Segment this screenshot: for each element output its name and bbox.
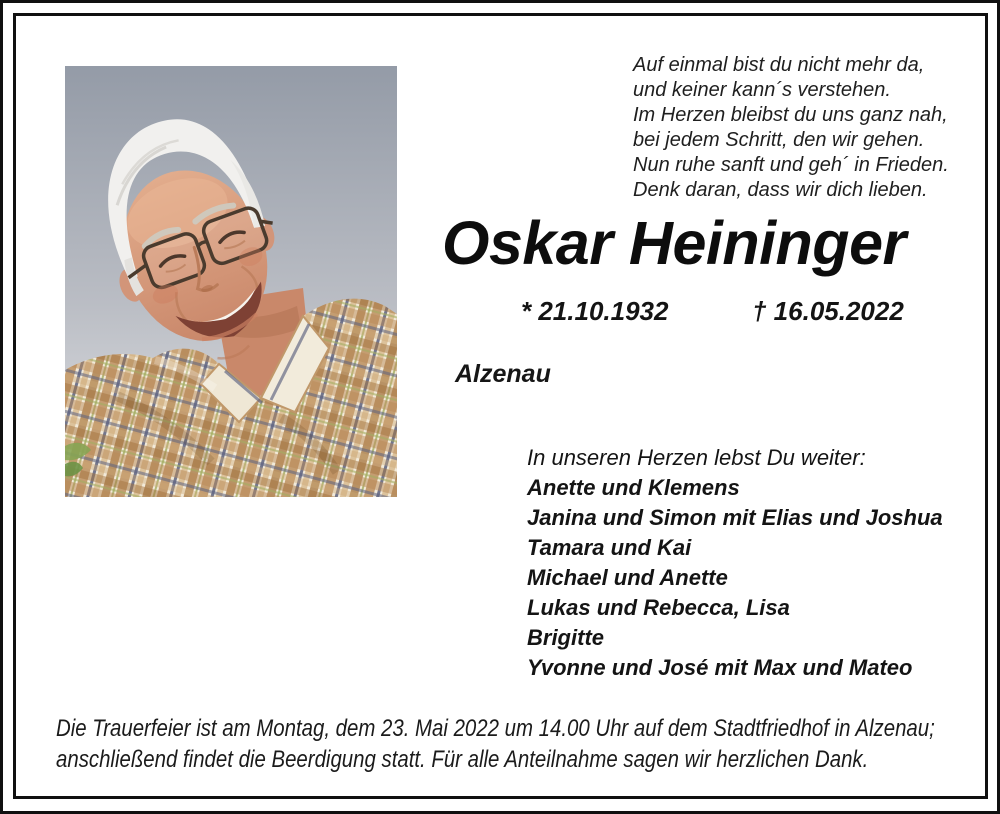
funeral-notice-line: Die Trauerfeier ist am Montag, dem 23. Mai 2022 um 14.00 Uhr auf dem Stadtfriedhof in Alzenau; [56,715,935,742]
poem-line: Auf einmal bist du nicht mehr da, [633,54,925,76]
family-member: Anette und Klemens [527,475,740,500]
deceased-name: Oskar Heininger [442,209,906,277]
portrait-photo [65,66,397,497]
family-member: Brigitte [527,625,604,650]
family-member: Michael und Anette [527,565,728,590]
funeral-notice [56,713,935,775]
family-member: Lukas und Rebecca, Lisa [527,595,790,620]
death-date: † 16.05.2022 [752,296,904,326]
poem-line: bei jedem Schritt, den wir gehen. [633,129,925,151]
family-intro: In unseren Herzen lebst Du weiter: [527,445,866,470]
mourning-location: Alzenau [455,360,551,388]
family-list [527,443,943,683]
memorial-poem [633,53,949,203]
poem-line: Nun ruhe sanft und geh´ in Frieden. [633,154,949,176]
birth-date: * 21.10.1932 [521,296,669,326]
family-member: Yvonne und José mit Max und Mateo [527,655,913,680]
family-member: Tamara und Kai [527,535,692,560]
family-member: Janina und Simon mit Elias und Joshua [527,505,943,530]
poem-line: Im Herzen bleibst du uns ganz nah, [633,104,948,126]
poem-line: Denk daran, dass wir dich lieben. [633,179,928,201]
funeral-notice-line: anschließend findet die Beerdigung statt. Für alle Anteilnahme sagen wir herzlichen Dank. [56,746,869,773]
poem-line: und keiner kann´s verstehen. [633,79,891,101]
